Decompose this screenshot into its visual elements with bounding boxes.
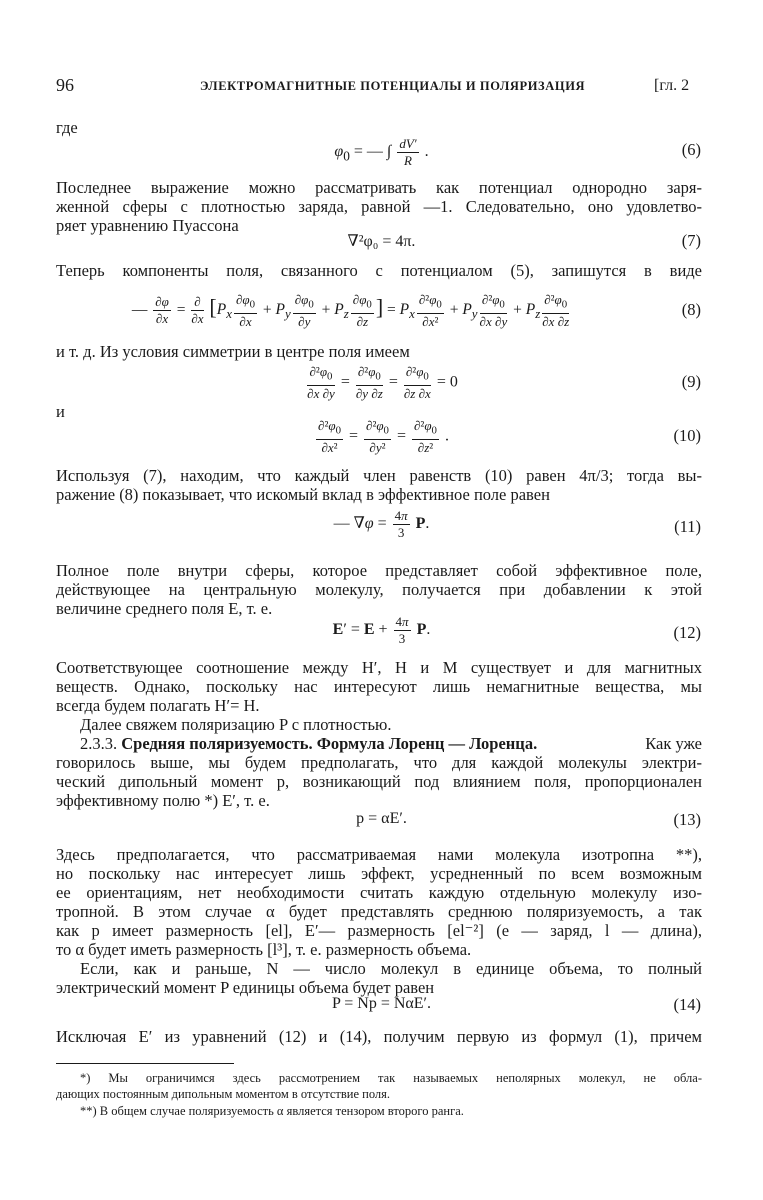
footnote-divider xyxy=(56,1063,234,1064)
text-line: Далее свяжем поляризацию P с плотностью. xyxy=(80,715,392,734)
equation-11: — ∇φ = $\frac{4\pi}{3}$ P. xyxy=(333,508,430,540)
section-heading-line xyxy=(80,734,702,754)
footnote-1-line: дающих постоянным дипольным моментом в отсутствие поля. xyxy=(56,1087,391,1101)
footnote-1-line: *) Мы ограничимся здесь рассмотрением так называемых неполярных молекул, не обла- xyxy=(80,1071,702,1085)
text-line: Последнее выражение можно рассматривать как потенциал однородно заря- xyxy=(56,178,702,197)
eq-number-9: (9) xyxy=(681,372,701,391)
text-line: ражение (8) показывает, что искомый вклад в эффективное поле равен xyxy=(56,485,550,504)
text-line: Соответствующее соотношение между H′, H и M существует и для магнитных xyxy=(56,658,702,677)
equation-6: $\varphi_0$ = — ∫ $\frac{dV'}{R}$ . xyxy=(334,136,429,168)
text-line: Полное поле внутри сферы, которое представляет собой эффективное поле, xyxy=(56,561,702,580)
text-line: Теперь компоненты поля, связанного с потенциалом (5), запишутся в виде xyxy=(56,261,702,280)
equation-7: ∇²φ₀ = 4π. xyxy=(347,233,416,250)
eq-number-6: (6) xyxy=(681,140,701,159)
text-line: женной сферы с плотностью заряда, равной —1. Следовательно, оно удовлетво- xyxy=(56,197,702,216)
equation-12: E′ = E + $\frac{4\pi}{3}$ P. xyxy=(332,614,431,646)
equation-13: p = αE′. xyxy=(356,810,407,827)
text-line: веществ. Однако, поскольку нас интересуют лишь немагнитные вещества, мы xyxy=(56,677,702,696)
text-line: электрический момент P единицы объема будет равен xyxy=(56,978,435,997)
page-number: 96 xyxy=(56,75,74,95)
text-line: Используя (7), находим, что каждый член равенств (10) равен 4π/3; тогда вы- xyxy=(56,466,702,485)
text-line: ряет уравнению Пуассона xyxy=(56,216,239,235)
equation-9: $\frac{\partial^2\varphi_0}{\partial x \partial y}$ = $\frac{\partial^2\varphi_0}{\partial y \partial z}$ = $\frac{\partial^2\varphi_0}{\partial z \partial x}$ = 0 xyxy=(307,364,458,401)
text-line: ческий дипольный момент p, возникающий под влиянием поля, пропорционален xyxy=(56,772,702,791)
text-line: ее ориентациям, нет необходимости считать каждую отдельную молекулу изо- xyxy=(56,883,702,902)
chapter-ref: [гл. 2 xyxy=(654,77,690,94)
eq-number-13: (13) xyxy=(673,810,701,829)
eq-number-12: (12) xyxy=(673,623,701,642)
text-line: тропной. В этом случае α будет представлять среднюю поляризуемость, а так xyxy=(56,902,702,921)
text-line: как p имеет размерность [el], E′— размерность [el⁻²] (e — заряд, l — длина), xyxy=(56,921,702,940)
equation-14: P = Np = NαE′. xyxy=(331,995,432,1012)
eq-number-7: (7) xyxy=(681,231,701,250)
section-number: 2.3.3. xyxy=(80,734,118,753)
word-gde: где xyxy=(56,118,78,137)
text-line: действующее на центральную молекулу, получается при добавлении к этой xyxy=(56,580,702,599)
equation-8: — $\frac{\partial\varphi}{\partial x}$ = $\frac{\partial}{\partial x}$ [$P_x$ $\frac{\partial\varphi_0}{\partial x}$ + $P_y$ $\frac{\partial\varphi_0}{\partial y}$ + $P_z$ $\frac{\partial\varphi_0}{\partial z}$ ] = $P_x$ $\frac{\partial^2\varphi_0}{\text{∂x²}}$ + $P_y$ $\frac{\partial^2\varphi_0}{\partial x \partial y}$ + $P_z$ $\frac{\partial^2\varphi_0}{\partial x \partial z}$ xyxy=(131,292,570,329)
text-line: величине среднего поля E, т. е. xyxy=(56,599,273,618)
equation-10: $\frac{\partial^2\varphi_0}{\text{∂x²}}$ = $\frac{\partial^2\varphi_0}{\text{∂y²}}$ = $\frac{\partial^2\varphi_0}{\text{∂z²}}$ . xyxy=(318,418,449,455)
eq-number-11: (11) xyxy=(674,517,701,536)
footnote-2-line: **) В общем случае поляризуемость α является тензором второго ранга. xyxy=(80,1104,464,1118)
eq-number-10: (10) xyxy=(673,426,701,445)
text-line: и т. д. Из условия симметрии в центре поля имеем xyxy=(56,342,410,361)
text-line: Если, как и раньше, N — число молекул в единице объема, то полный xyxy=(80,959,702,978)
section-title: Средняя поляризуемость. Формула Лоренц — Лоренца. xyxy=(121,734,538,753)
text-fragment: Как уже xyxy=(645,734,702,753)
running-title: ЭЛЕКТРОМАГНИТНЫЕ ПОТЕНЦИАЛЫ И ПОЛЯРИЗАЦИЯ xyxy=(200,79,586,93)
eq-number-14: (14) xyxy=(673,995,701,1014)
text-line: Здесь предполагается, что рассматриваемая нами молекула изотропна **), xyxy=(56,845,702,864)
text-line: говорилось выше, мы будем предполагать, что для каждой молекулы электри- xyxy=(56,753,702,772)
eq-number-8: (8) xyxy=(681,300,701,319)
text-line: Исключая E′ из уравнений (12) и (14), получим первую из формул (1), причем xyxy=(56,1027,702,1046)
text-line: но поскольку нас интересует лишь эффект, усредненный по всем возможным xyxy=(56,864,702,883)
word-and: и xyxy=(56,402,65,421)
text-line: эффективному полю *) E′, т. е. xyxy=(56,791,270,810)
text-line: то α будет иметь размерность [l³], т. е. размерность объема. xyxy=(56,940,472,959)
text-line: всегда будем полагать H′= H. xyxy=(56,696,260,715)
